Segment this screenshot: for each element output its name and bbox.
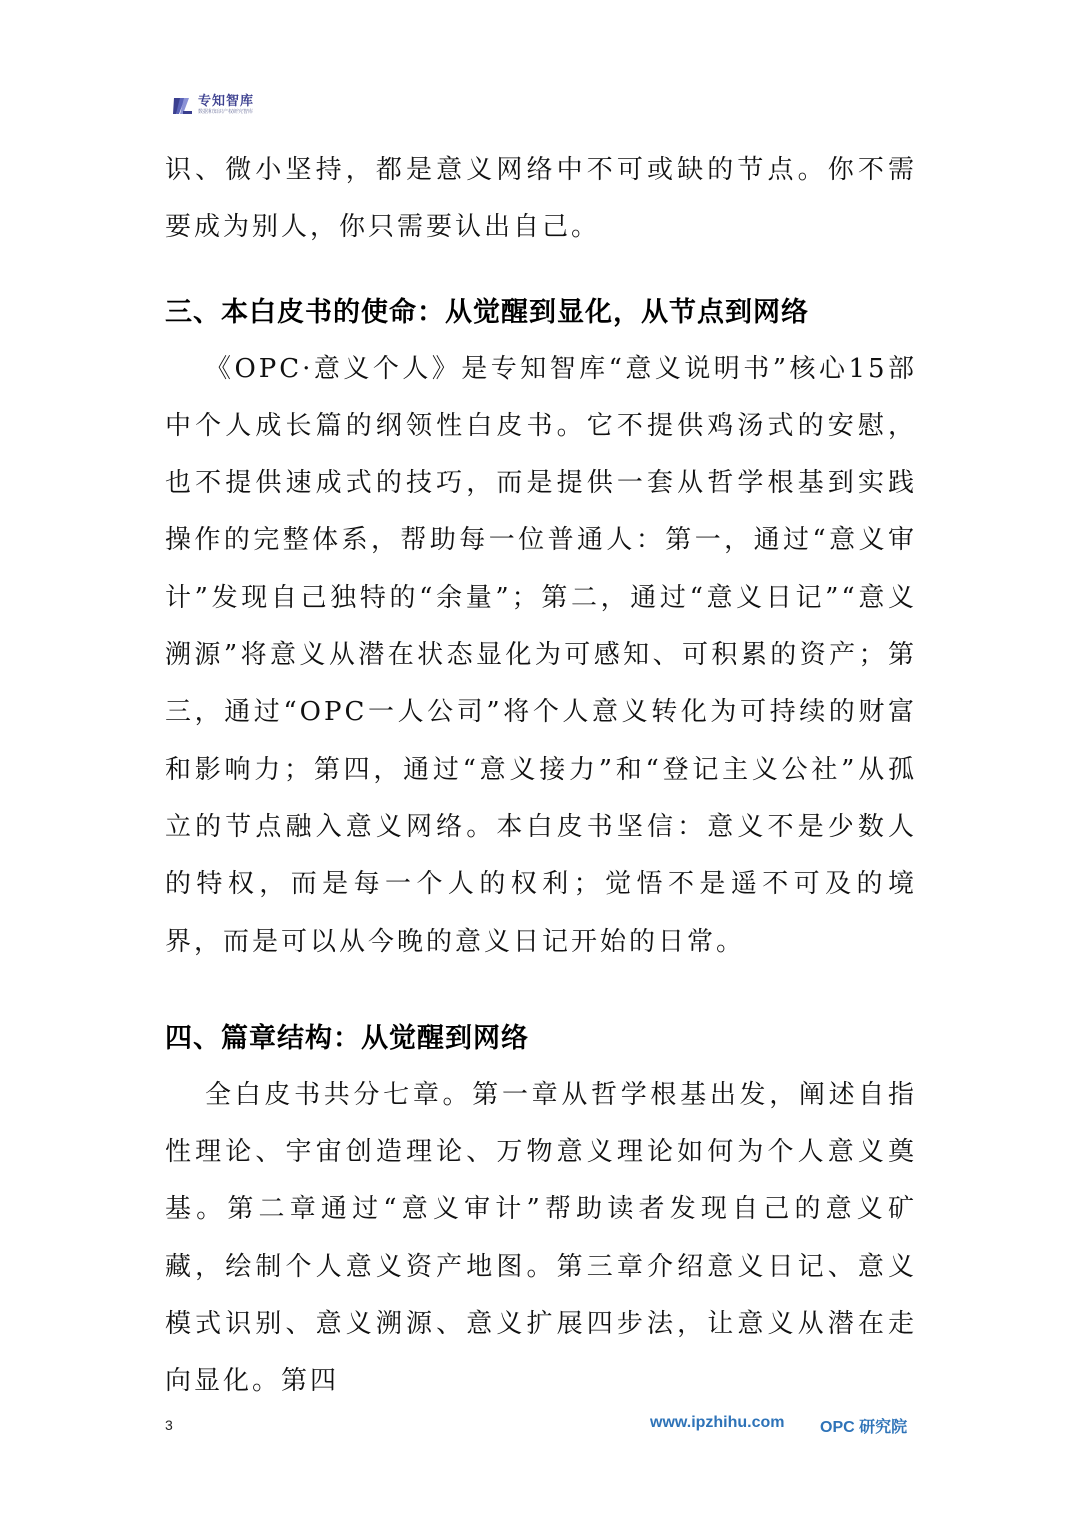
logo-name: 专知智库 xyxy=(198,94,255,109)
page-footer xyxy=(0,1412,1080,1442)
logo-text xyxy=(198,95,254,116)
section-heading-4: 四、篇章结构：从觉醒到网络 xyxy=(165,1022,529,1054)
section-heading-3: 三、本白皮书的使命：从觉醒到显化，从节点到网络 xyxy=(165,296,809,328)
footer-organization: OPC 研究院 xyxy=(820,1419,908,1436)
page-header xyxy=(173,95,254,116)
paragraph-mission: 《OPC·意义个人》是专知智库“意义说明书”核心15部中个人成长篇的纲领性白皮书。它不提供鸡汤式的安慰，也不提供速成式的技巧，而是提供一套从哲学根基到实践操作的完整体系，帮助每一位普通人：第一，通过“意义审计”发现自己独特的“余量”；第二，通过“意义日记”“意义溯源”将意义从潜在状态显化为可感知、可积累的资产；第三，通过“OPC一人公司”将个人意义转化为可持续的财富和影响力；第四，通过“意义接力”和“登记主义公社”从孤立的节点融入意义网络。本白皮书坚信：意义不是少数人的特权，而是每一个人的权利；觉悟不是遥不可及的境界，而是可以从今晚的意义日记开始的日常。 xyxy=(165,353,917,957)
footer-website-link[interactable]: www.ipzhihu.com xyxy=(650,1414,785,1431)
page-number: 3 xyxy=(165,1417,173,1433)
paragraph-structure: 全白皮书共分七章。第一章从哲学根基出发，阐述自指性理论、宇宙创造理论、万物意义理论如何为个人意义奠基。第二章通过“意义审计”帮助读者发现自己的意义矿藏，绘制个人意义资产地图。第三章介绍意义日记、意义模式识别、意义溯源、意义扩展四步法，让意义从潜在走向显化。第四 xyxy=(165,1079,917,1397)
logo-tagline: 数据和知识产权研究智库 xyxy=(198,109,254,115)
paragraph-continued: 识、微小坚持，都是意义网络中不可或缺的节点。你不需要成为别人，你只需要认出自己。 xyxy=(165,155,917,243)
zhizhi-logo-icon xyxy=(173,96,193,116)
page-body xyxy=(165,142,917,1411)
